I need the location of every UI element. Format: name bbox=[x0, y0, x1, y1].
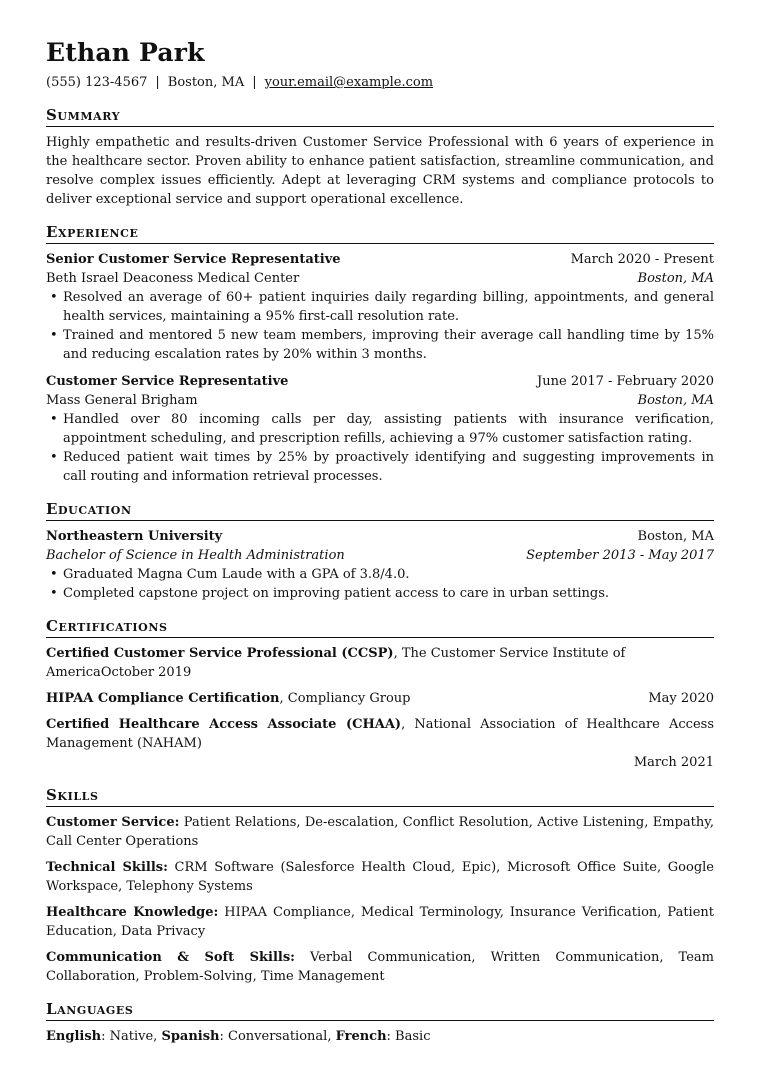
experience-section bbox=[46, 223, 714, 486]
job-entry bbox=[46, 250, 714, 364]
skill-item bbox=[46, 813, 714, 851]
certification-date: May 2020 bbox=[648, 691, 714, 706]
job-role: Customer Service Representative bbox=[46, 374, 289, 389]
job-bullets bbox=[46, 410, 714, 486]
school-location: Boston, MA bbox=[637, 529, 714, 544]
job-bullet: • Handled over 80 incoming calls per day, assisting patients with insurance verification, appointment scheduling, and prescription refills, achieving a 97% customer satisfaction rating. bbox=[63, 410, 714, 448]
candidate-name: Ethan Park bbox=[46, 38, 205, 67]
job-company: Beth Israel Deaconess Medical Center bbox=[46, 271, 300, 286]
education-bullets bbox=[46, 565, 714, 603]
job-role: Senior Customer Service Representative bbox=[46, 252, 341, 267]
skill-label: Customer Service: bbox=[46, 815, 180, 830]
education-bullet: • Completed capstone project on improving patient access to care in urban settings. bbox=[63, 584, 714, 603]
job-dates: March 2020 - Present bbox=[570, 252, 714, 267]
language-separator: , bbox=[153, 1029, 162, 1044]
job-location: Boston, MA bbox=[637, 393, 714, 408]
certification-item bbox=[46, 644, 714, 682]
contact-separator: | bbox=[155, 75, 160, 90]
certification-item bbox=[46, 689, 714, 708]
skill-item bbox=[46, 858, 714, 896]
certification-name: Certified Healthcare Access Associate (CHAA) bbox=[46, 717, 402, 732]
contact-line bbox=[46, 74, 714, 92]
language-level: : Native bbox=[101, 1029, 154, 1044]
language-level: : Conversational bbox=[219, 1029, 328, 1044]
skill-label: Healthcare Knowledge: bbox=[46, 905, 219, 920]
education-dates: September 2013 - May 2017 bbox=[526, 548, 714, 563]
location: Boston, MA bbox=[167, 75, 245, 90]
skill-label: Technical Skills: bbox=[46, 860, 168, 875]
education-bullet: • Graduated Magna Cum Laude with a GPA of 3.8/4.0. bbox=[63, 565, 714, 584]
job-dates: June 2017 - February 2020 bbox=[537, 374, 714, 389]
email-link[interactable]: your.email@example.com bbox=[264, 75, 434, 90]
certification-item bbox=[46, 715, 714, 772]
skills-heading: Skills bbox=[46, 786, 714, 807]
job-bullet: • Resolved an average of 60+ patient inquiries daily regarding billing, appointments, and general health services, maintaining a 95% first-call resolution rate. bbox=[63, 288, 714, 326]
degree: Bachelor of Science in Health Administration bbox=[46, 548, 345, 563]
skill-label: Communication & Soft Skills: bbox=[46, 950, 295, 965]
phone: (555) 123-4567 bbox=[46, 75, 148, 90]
languages-line bbox=[46, 1027, 714, 1046]
language-separator: , bbox=[327, 1029, 336, 1044]
languages-heading: Languages bbox=[46, 1000, 714, 1021]
certification-issuer: , The Customer Service Institute of America bbox=[46, 646, 626, 680]
skill-item bbox=[46, 903, 714, 941]
skill-value: CRM Software (Salesforce Health Cloud, Epic), Microsoft Office Suite, Google Workspace, Telephony Systems bbox=[46, 860, 714, 894]
contact-separator: | bbox=[252, 75, 257, 90]
job-location: Boston, MA bbox=[637, 271, 714, 286]
language-name: English bbox=[46, 1029, 102, 1044]
summary-text: Highly empathetic and results-driven Customer Service Professional with 6 years of experience in the healthcare sector. Proven ability to enhance patient satisfaction, streamline communication, and resolve complex issues efficiently. Adept at leveraging CRM systems and compliance protocols to deliver exceptional service and support operational excellence. bbox=[46, 135, 714, 207]
certifications-section bbox=[46, 617, 714, 772]
certification-date: October 2019 bbox=[100, 665, 192, 680]
education-heading: Education bbox=[46, 500, 714, 521]
language-name: French bbox=[335, 1029, 387, 1044]
skill-item bbox=[46, 948, 714, 986]
experience-heading: Experience bbox=[46, 223, 714, 244]
certification-issuer: , Compliancy Group bbox=[279, 691, 411, 706]
languages-section bbox=[46, 1000, 714, 1046]
skill-value: Patient Relations, De-escalation, Conflict Resolution, Active Listening, Empathy, Call Center Operations bbox=[46, 815, 714, 849]
skills-section bbox=[46, 786, 714, 986]
summary-section bbox=[46, 106, 714, 209]
skill-value: HIPAA Compliance, Medical Terminology, Insurance Verification, Patient Education, Data Privacy bbox=[46, 905, 714, 939]
job-bullet: • Reduced patient wait times by 25% by proactively identifying and suggesting improvements in call routing and information retrieval processes. bbox=[63, 448, 714, 486]
certification-name: HIPAA Compliance Certification bbox=[46, 691, 280, 706]
job-bullet: • Trained and mentored 5 new team members, improving their average call handling time by 15% and reducing escalation rates by 20% within 3 months. bbox=[63, 326, 714, 364]
skill-value: Verbal Communication, Written Communication, Team Collaboration, Problem-Solving, Time Management bbox=[46, 950, 714, 984]
certification-date: March 2021 bbox=[633, 755, 714, 770]
job-bullets bbox=[46, 288, 714, 364]
certifications-heading: Certifications bbox=[46, 617, 714, 638]
summary-heading: Summary bbox=[46, 106, 714, 127]
certification-issuer: , National Association of Healthcare Access Management (NAHAM) bbox=[46, 717, 714, 751]
language-name: Spanish bbox=[161, 1029, 220, 1044]
education-section bbox=[46, 500, 714, 603]
school-name: Northeastern University bbox=[46, 529, 223, 544]
job-entry bbox=[46, 372, 714, 486]
language-level: : Basic bbox=[386, 1029, 431, 1044]
certification-name: Certified Customer Service Professional (CCSP) bbox=[46, 646, 394, 661]
job-company: Mass General Brigham bbox=[46, 393, 198, 408]
